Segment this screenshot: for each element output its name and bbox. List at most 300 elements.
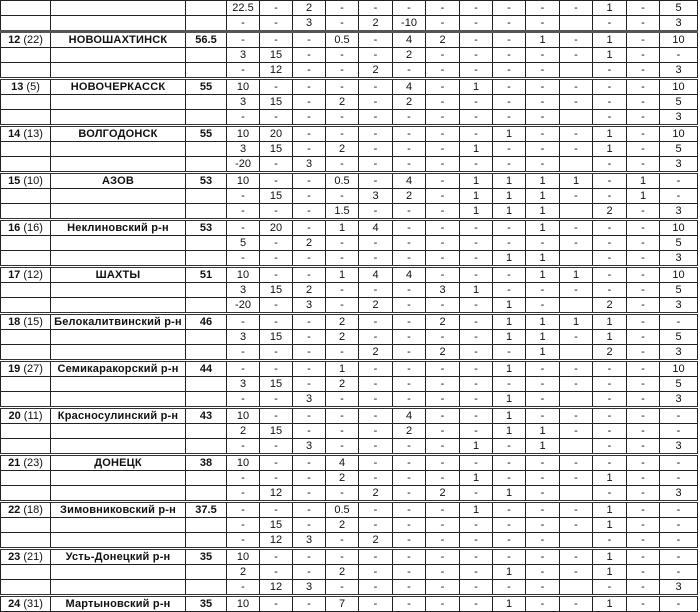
value-cell	[560, 298, 593, 314]
value-cell: -	[359, 142, 393, 157]
value-cell: 1	[593, 330, 627, 345]
value-cell: -	[627, 314, 660, 330]
value-cell: -	[460, 157, 493, 173]
value-cell: -	[460, 16, 493, 32]
rank-cell	[1, 377, 51, 392]
value-cell: -	[227, 361, 260, 377]
value-cell: 1	[460, 439, 493, 455]
value-cell: -	[260, 345, 293, 361]
table-row	[1, 486, 698, 502]
previous-rank: (13)	[23, 128, 43, 140]
value-cell: -	[426, 126, 460, 142]
value-cell: -	[460, 314, 493, 330]
total-score: 53	[186, 173, 227, 189]
value-cell: -	[293, 361, 326, 377]
total-score: 55	[186, 126, 227, 142]
value-cell: -	[326, 408, 359, 424]
value-cell: -	[260, 251, 293, 267]
value-cell: -	[293, 518, 326, 533]
value-cell: -	[426, 204, 460, 220]
value-cell: 3	[660, 16, 698, 32]
value-cell: -	[227, 251, 260, 267]
value-cell: 2	[326, 95, 359, 110]
value-cell: -	[393, 204, 426, 220]
group-header-row	[1, 173, 698, 189]
value-cell: -	[526, 142, 560, 157]
value-cell: -	[460, 518, 493, 533]
territory-name	[51, 157, 186, 173]
value-cell: -	[627, 236, 660, 251]
value-cell: -	[627, 1, 660, 16]
value-cell: 2	[359, 533, 393, 549]
value-cell: -	[326, 79, 359, 95]
value-cell: 10	[227, 126, 260, 142]
value-cell: -	[526, 518, 560, 533]
value-cell: -	[393, 565, 426, 580]
value-cell: -	[526, 565, 560, 580]
value-cell: -	[493, 345, 526, 361]
value-cell: -	[260, 565, 293, 580]
value-cell: -	[426, 565, 460, 580]
value-cell: 10	[227, 549, 260, 565]
value-cell: 1	[493, 189, 526, 204]
value-cell: -	[359, 424, 393, 439]
value-cell: 1	[593, 471, 627, 486]
previous-rank: (12)	[23, 269, 43, 281]
total-score	[186, 377, 227, 392]
value-cell: 0.5	[326, 502, 359, 518]
value-cell: 2	[293, 236, 326, 251]
rank-number: 24	[8, 598, 21, 610]
total-score: 44	[186, 361, 227, 377]
value-cell: 3	[227, 48, 260, 63]
value-cell	[560, 16, 593, 32]
value-cell: 1	[493, 330, 526, 345]
value-cell: -	[493, 439, 526, 455]
value-cell: -	[359, 283, 393, 298]
territory-name	[51, 439, 186, 455]
value-cell: -	[526, 16, 560, 32]
value-cell: -	[493, 48, 526, 63]
value-cell: -	[326, 533, 359, 549]
value-cell: 12	[260, 63, 293, 79]
value-cell: 2	[326, 142, 359, 157]
value-cell: -	[393, 518, 426, 533]
value-cell: -	[393, 580, 426, 596]
value-cell: 3	[227, 330, 260, 345]
value-cell: -	[426, 110, 460, 126]
value-cell: -	[660, 565, 698, 580]
value-cell: -	[293, 126, 326, 142]
value-cell: -	[627, 518, 660, 533]
value-cell: -	[359, 580, 393, 596]
value-cell: -	[227, 16, 260, 32]
value-cell: 5	[660, 1, 698, 16]
value-cell: -	[260, 110, 293, 126]
value-cell: -	[526, 549, 560, 565]
value-cell: -	[493, 377, 526, 392]
value-cell: -	[426, 330, 460, 345]
value-cell: 1	[526, 220, 560, 236]
value-cell: -	[493, 142, 526, 157]
value-cell: -	[359, 392, 393, 408]
value-cell: -	[359, 502, 393, 518]
value-cell: 1	[460, 283, 493, 298]
value-cell: -	[393, 251, 426, 267]
value-cell: -	[593, 439, 627, 455]
group-header-row	[1, 314, 698, 330]
value-cell: -	[526, 392, 560, 408]
value-cell: 15	[260, 377, 293, 392]
table-row	[1, 533, 698, 549]
value-cell: 1	[526, 204, 560, 220]
value-cell: 2	[326, 518, 359, 533]
value-cell: -	[627, 580, 660, 596]
rank-cell	[1, 330, 51, 345]
value-cell: -	[426, 173, 460, 189]
value-cell: -	[359, 204, 393, 220]
territory-name	[51, 204, 186, 220]
value-cell: -	[493, 236, 526, 251]
total-score	[186, 95, 227, 110]
total-score: 37.5	[186, 502, 227, 518]
value-cell: 15	[260, 424, 293, 439]
value-cell: -	[526, 502, 560, 518]
value-cell: -	[493, 16, 526, 32]
territory-name	[51, 298, 186, 314]
value-cell: -	[593, 455, 627, 471]
value-cell: -	[560, 408, 593, 424]
value-cell: 1	[593, 32, 627, 48]
value-cell: -	[627, 298, 660, 314]
value-cell: -	[293, 48, 326, 63]
rank-cell	[1, 110, 51, 126]
value-cell: -	[460, 32, 493, 48]
value-cell: -	[293, 314, 326, 330]
value-cell: 3	[293, 580, 326, 596]
rank-cell	[1, 455, 51, 471]
territory-name	[51, 236, 186, 251]
value-cell: 2	[426, 345, 460, 361]
territory-name	[51, 565, 186, 580]
value-cell: -	[593, 283, 627, 298]
value-cell: 3	[293, 298, 326, 314]
value-cell: 2	[393, 189, 426, 204]
value-cell: -	[460, 377, 493, 392]
value-cell: -	[293, 471, 326, 486]
value-cell: 2	[426, 486, 460, 502]
value-cell: 3	[660, 298, 698, 314]
value-cell: 10	[227, 408, 260, 424]
value-cell: 4	[359, 220, 393, 236]
table-row	[1, 204, 698, 220]
value-cell: -	[326, 251, 359, 267]
value-cell: -	[493, 110, 526, 126]
value-cell: -	[359, 79, 393, 95]
value-cell: -	[359, 173, 393, 189]
value-cell: -	[560, 1, 593, 16]
value-cell: -	[526, 408, 560, 424]
value-cell: -	[627, 204, 660, 220]
value-cell: -	[326, 1, 359, 16]
value-cell: -	[493, 502, 526, 518]
value-cell: -	[560, 502, 593, 518]
value-cell: -	[660, 455, 698, 471]
value-cell: -	[660, 471, 698, 486]
table-row	[1, 565, 698, 580]
value-cell: 1	[526, 267, 560, 283]
value-cell: -	[460, 424, 493, 439]
value-cell: -	[359, 377, 393, 392]
table-row	[1, 471, 698, 486]
total-score	[186, 486, 227, 502]
value-cell: 5	[227, 236, 260, 251]
value-cell: -	[493, 549, 526, 565]
value-cell: -	[526, 377, 560, 392]
value-cell: -	[526, 580, 560, 596]
value-cell: -	[627, 142, 660, 157]
value-cell: 4	[393, 173, 426, 189]
rank-cell	[1, 126, 51, 142]
territory-name: Красносулинский р-н	[51, 408, 186, 424]
value-cell: 1	[460, 204, 493, 220]
value-cell: -	[627, 95, 660, 110]
value-cell: -	[593, 79, 627, 95]
value-cell: 1	[593, 549, 627, 565]
value-cell: -	[293, 204, 326, 220]
value-cell: 3	[293, 533, 326, 549]
rank-cell	[1, 471, 51, 486]
previous-rank: (10)	[23, 175, 43, 187]
value-cell: -	[393, 377, 426, 392]
value-cell: 1.5	[326, 204, 359, 220]
value-cell: 2	[393, 48, 426, 63]
value-cell: -	[426, 79, 460, 95]
value-cell: -	[460, 267, 493, 283]
value-cell: -	[293, 32, 326, 48]
value-cell: -	[660, 173, 698, 189]
value-cell: -	[426, 455, 460, 471]
value-cell: 5	[660, 283, 698, 298]
value-cell: -	[393, 533, 426, 549]
table-row	[1, 377, 698, 392]
value-cell: -	[627, 439, 660, 455]
total-score	[186, 533, 227, 549]
value-cell: 3	[293, 392, 326, 408]
value-cell: 1	[560, 314, 593, 330]
value-cell: -	[260, 549, 293, 565]
total-score	[186, 63, 227, 79]
value-cell: 1	[326, 267, 359, 283]
value-cell: -	[393, 142, 426, 157]
table-row	[1, 518, 698, 533]
value-cell: -	[627, 126, 660, 142]
value-cell: -	[593, 408, 627, 424]
value-cell: -	[293, 424, 326, 439]
territory-name	[51, 142, 186, 157]
value-cell: 1	[593, 502, 627, 518]
value-cell: -	[426, 48, 460, 63]
previous-rank: (23)	[23, 457, 43, 469]
value-cell: -	[260, 298, 293, 314]
value-cell: -	[627, 32, 660, 48]
value-cell: 12	[260, 533, 293, 549]
total-score	[186, 189, 227, 204]
value-cell: -	[227, 110, 260, 126]
value-cell: 2	[293, 1, 326, 16]
value-cell: 3	[660, 439, 698, 455]
value-cell: -	[493, 63, 526, 79]
rank-cell	[1, 1, 51, 16]
rank-cell	[1, 220, 51, 236]
value-cell: 1	[593, 565, 627, 580]
table-row	[1, 424, 698, 439]
territory-name	[51, 63, 186, 79]
value-cell: -	[393, 157, 426, 173]
value-cell: -	[560, 236, 593, 251]
territory-name	[51, 48, 186, 63]
value-cell: -	[460, 110, 493, 126]
value-cell: -	[260, 502, 293, 518]
value-cell: -	[326, 126, 359, 142]
value-cell	[560, 392, 593, 408]
value-cell: -	[359, 330, 393, 345]
value-cell: -	[393, 392, 426, 408]
rank-cell	[1, 518, 51, 533]
value-cell: 10	[227, 79, 260, 95]
value-cell: 1	[493, 408, 526, 424]
value-cell: -	[493, 1, 526, 16]
value-cell: -	[660, 549, 698, 565]
value-cell: -	[460, 392, 493, 408]
value-cell: -	[660, 314, 698, 330]
rank-cell	[1, 16, 51, 32]
value-cell: 10	[227, 596, 260, 612]
value-cell: 1	[526, 251, 560, 267]
value-cell: -	[460, 330, 493, 345]
value-cell: -	[460, 455, 493, 471]
value-cell: -	[460, 298, 493, 314]
territory-name	[51, 110, 186, 126]
value-cell: -	[326, 298, 359, 314]
value-cell: -	[627, 63, 660, 79]
table-row	[1, 330, 698, 345]
value-cell: 1	[526, 173, 560, 189]
value-cell: -	[460, 533, 493, 549]
value-cell: 1	[560, 267, 593, 283]
value-cell: 4	[393, 408, 426, 424]
rank-number: 13	[11, 81, 24, 93]
value-cell: -	[526, 95, 560, 110]
value-cell: 15	[260, 518, 293, 533]
value-cell: -	[426, 518, 460, 533]
value-cell: -	[560, 126, 593, 142]
value-cell: -	[493, 455, 526, 471]
value-cell: 1	[493, 424, 526, 439]
rank-cell	[1, 173, 51, 189]
value-cell: -10	[393, 16, 426, 32]
value-cell: 3	[359, 189, 393, 204]
value-cell: -	[293, 79, 326, 95]
value-cell: -	[460, 63, 493, 79]
value-cell: -	[627, 220, 660, 236]
value-cell: -	[627, 16, 660, 32]
value-cell: -	[660, 596, 698, 612]
value-cell: -	[426, 580, 460, 596]
value-cell: 3	[660, 157, 698, 173]
value-cell: -	[526, 1, 560, 16]
previous-rank: (27)	[23, 363, 43, 375]
value-cell: -	[627, 330, 660, 345]
total-score	[186, 236, 227, 251]
value-cell: -	[227, 502, 260, 518]
rank-cell	[1, 439, 51, 455]
value-cell	[560, 204, 593, 220]
value-cell: 0.5	[326, 173, 359, 189]
value-cell: -	[359, 126, 393, 142]
value-cell: -	[260, 455, 293, 471]
value-cell: -	[393, 283, 426, 298]
table-row	[1, 392, 698, 408]
value-cell: -	[359, 236, 393, 251]
rank-number: 21	[8, 457, 21, 469]
value-cell: -	[593, 424, 627, 439]
territory-name: ШАХТЫ	[51, 267, 186, 283]
rank-cell	[1, 189, 51, 204]
territory-name: АЗОВ	[51, 173, 186, 189]
rank-cell	[1, 63, 51, 79]
value-cell: -	[426, 377, 460, 392]
value-cell: -	[393, 314, 426, 330]
rank-cell	[1, 236, 51, 251]
group-header-row	[1, 455, 698, 471]
rank-cell	[1, 157, 51, 173]
value-cell: -	[460, 565, 493, 580]
rank-cell	[1, 314, 51, 330]
value-cell: 15	[260, 142, 293, 157]
value-cell: 1	[460, 471, 493, 486]
value-cell: 3	[293, 157, 326, 173]
value-cell: -	[393, 361, 426, 377]
value-cell: -	[660, 518, 698, 533]
table-row	[1, 236, 698, 251]
value-cell: -	[460, 486, 493, 502]
rank-cell	[1, 283, 51, 298]
value-cell: -	[260, 16, 293, 32]
value-cell: -	[359, 361, 393, 377]
value-cell: -	[293, 330, 326, 345]
value-cell: -	[260, 267, 293, 283]
value-cell: 3	[660, 251, 698, 267]
group-header-row	[1, 502, 698, 518]
value-cell: -	[293, 267, 326, 283]
value-cell: 1	[526, 32, 560, 48]
value-cell: -	[593, 236, 627, 251]
rank-cell	[1, 565, 51, 580]
value-cell: 2	[426, 32, 460, 48]
value-cell: 1	[460, 173, 493, 189]
value-cell	[560, 533, 593, 549]
value-cell: -	[293, 486, 326, 502]
value-cell: -	[627, 533, 660, 549]
total-score	[186, 48, 227, 63]
territory-name	[51, 95, 186, 110]
value-cell: 1	[526, 189, 560, 204]
value-cell: -	[260, 314, 293, 330]
value-cell: -	[493, 220, 526, 236]
rank-number: 16	[8, 222, 21, 234]
value-cell: -	[426, 16, 460, 32]
